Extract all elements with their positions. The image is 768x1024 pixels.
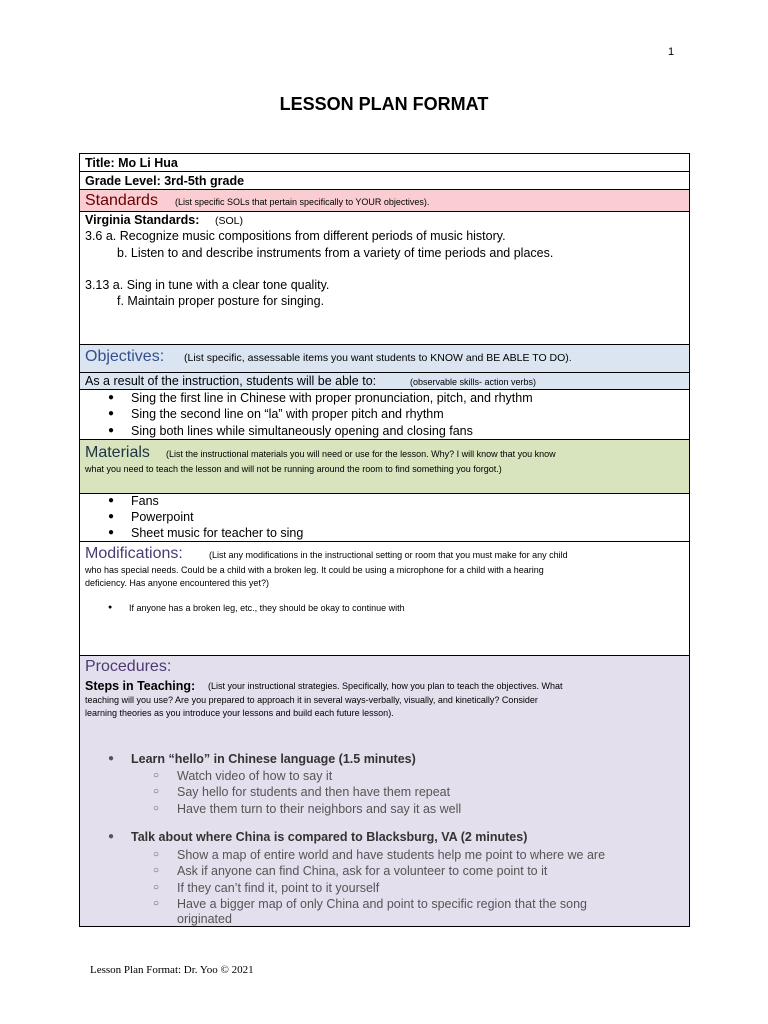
steps-note: teaching will you use? Are you prepared to approach it in several ways-verbally, visually, and kinetically? Consider	[85, 695, 538, 705]
lesson-title: Title: Mo Li Hua	[85, 156, 178, 170]
procedure-step: Learn “hello” in Chinese language (1.5 minutes)	[131, 752, 416, 766]
standard-line: 3.6 a. Recognize music compositions from different periods of music history.	[85, 229, 506, 243]
document-title: LESSON PLAN FORMAT	[279, 94, 489, 114]
title-row	[80, 154, 689, 172]
procedures-heading: Procedures:	[85, 658, 172, 675]
footer-text: Lesson Plan Format: Dr. Yoo © 2021	[90, 964, 254, 976]
bullet-icon: ●	[108, 392, 115, 403]
materials-heading: Materials	[85, 444, 150, 461]
objectives-intro-note: (observable skills- action verbs)	[410, 377, 537, 387]
bullet-icon: ●	[108, 495, 115, 506]
grade-row	[80, 172, 689, 190]
material-item: Fans	[131, 494, 159, 508]
grade-level: Grade Level: 3rd-5th grade	[85, 174, 245, 188]
standard-line: f. Maintain proper posture for singing.	[117, 294, 325, 308]
procedures-row	[80, 656, 689, 926]
bullet-icon: ●	[108, 511, 115, 522]
virginia-standards-suffix: (SOL)	[215, 215, 244, 227]
procedure-substep: Have a bigger map of only China and point to specific region that the song	[177, 897, 587, 911]
modifications-note: deficiency. Has anyone encountered this yet?)	[85, 578, 269, 588]
modifications-note: who has special needs. Could be a child with a broken leg. It could be using a microphone for a child with a hearing	[85, 565, 544, 575]
procedure-substep: Have them turn to their neighbors and say it as well	[177, 802, 462, 816]
standards-body-row	[80, 212, 689, 345]
circle-bullet-icon: ○	[153, 786, 160, 797]
procedure-substep: Say hello for students and then have them repeat	[177, 785, 451, 799]
lesson-plan-table	[79, 153, 690, 927]
procedure-substep: Show a map of entire world and have students help me point to where we are	[177, 848, 606, 862]
circle-bullet-icon: ○	[153, 865, 160, 876]
bullet-icon: ●	[108, 527, 115, 538]
page-number: 1	[668, 46, 675, 58]
procedure-substep-continued: originated	[177, 912, 232, 926]
materials-note: what you need to teach the lesson and will not be running around the room to find something you forgot.)	[85, 464, 502, 474]
standards-note: (List specific SOLs that pertain specifically to YOUR objectives).	[175, 197, 430, 207]
modifications-heading: Modifications:	[85, 545, 183, 562]
steps-note: (List your instructional strategies. Specifically, how you plan to teach the objectives. What	[208, 681, 563, 691]
virginia-standards-label: Virginia Standards:	[85, 213, 200, 227]
bullet-icon: ●	[108, 425, 115, 436]
objective-item: Sing the first line in Chinese with proper pronunciation, pitch, and rhythm	[131, 391, 533, 405]
objective-item: Sing the second line on “la” with proper pitch and rhythm	[131, 407, 444, 421]
procedure-substep: If they can’t find it, point to it yourself	[177, 881, 380, 895]
steps-label: Steps in Teaching:	[85, 679, 196, 693]
objectives-heading: Objectives:	[85, 348, 165, 365]
standard-line: 3.13 a. Sing in tune with a clear tone quality.	[85, 278, 330, 292]
circle-bullet-icon: ○	[153, 803, 160, 814]
bullet-icon: ●	[108, 753, 115, 764]
objective-item: Sing both lines while simultaneously opening and closing fans	[131, 424, 473, 438]
procedure-substep: Ask if anyone can find China, ask for a volunteer to come point to it	[177, 864, 548, 878]
circle-bullet-icon: ○	[153, 882, 160, 893]
bullet-icon: ●	[108, 604, 113, 611]
materials-list-row	[80, 494, 689, 542]
modifications-note: (List any modifications in the instructional setting or room that you must make for any child	[209, 550, 568, 560]
standards-header-row	[80, 190, 689, 212]
objectives-intro-row	[80, 373, 689, 390]
procedure-substep: Watch video of how to say it	[177, 769, 333, 783]
standards-heading: Standards	[85, 192, 158, 209]
modification-item: If anyone has a broken leg, etc., they should be okay to continue with	[129, 603, 405, 613]
materials-header-row	[80, 440, 689, 494]
modifications-row	[80, 542, 689, 656]
material-item: Sheet music for teacher to sing	[131, 526, 304, 540]
circle-bullet-icon: ○	[153, 898, 160, 909]
objectives-header-row	[80, 345, 689, 373]
materials-note: (List the instructional materials you will need or use for the lesson. Why? I will know that you know	[166, 449, 556, 459]
bullet-icon: ●	[108, 408, 115, 419]
material-item: Powerpoint	[131, 510, 194, 524]
steps-note: learning theories as you introduce your lessons and build each future lesson).	[85, 708, 394, 718]
objectives-note: (List specific, assessable items you want students to KNOW and BE ABLE TO DO).	[184, 352, 572, 364]
objectives-intro: As a result of the instruction, students will be able to:	[85, 374, 377, 388]
standard-line: b. Listen to and describe instruments from a variety of time periods and places.	[117, 246, 554, 260]
bullet-icon: ●	[108, 831, 115, 842]
circle-bullet-icon: ○	[153, 849, 160, 860]
objectives-list-row	[80, 390, 689, 440]
procedure-step: Talk about where China is compared to Blacksburg, VA (2 minutes)	[131, 830, 528, 844]
circle-bullet-icon: ○	[153, 770, 160, 781]
